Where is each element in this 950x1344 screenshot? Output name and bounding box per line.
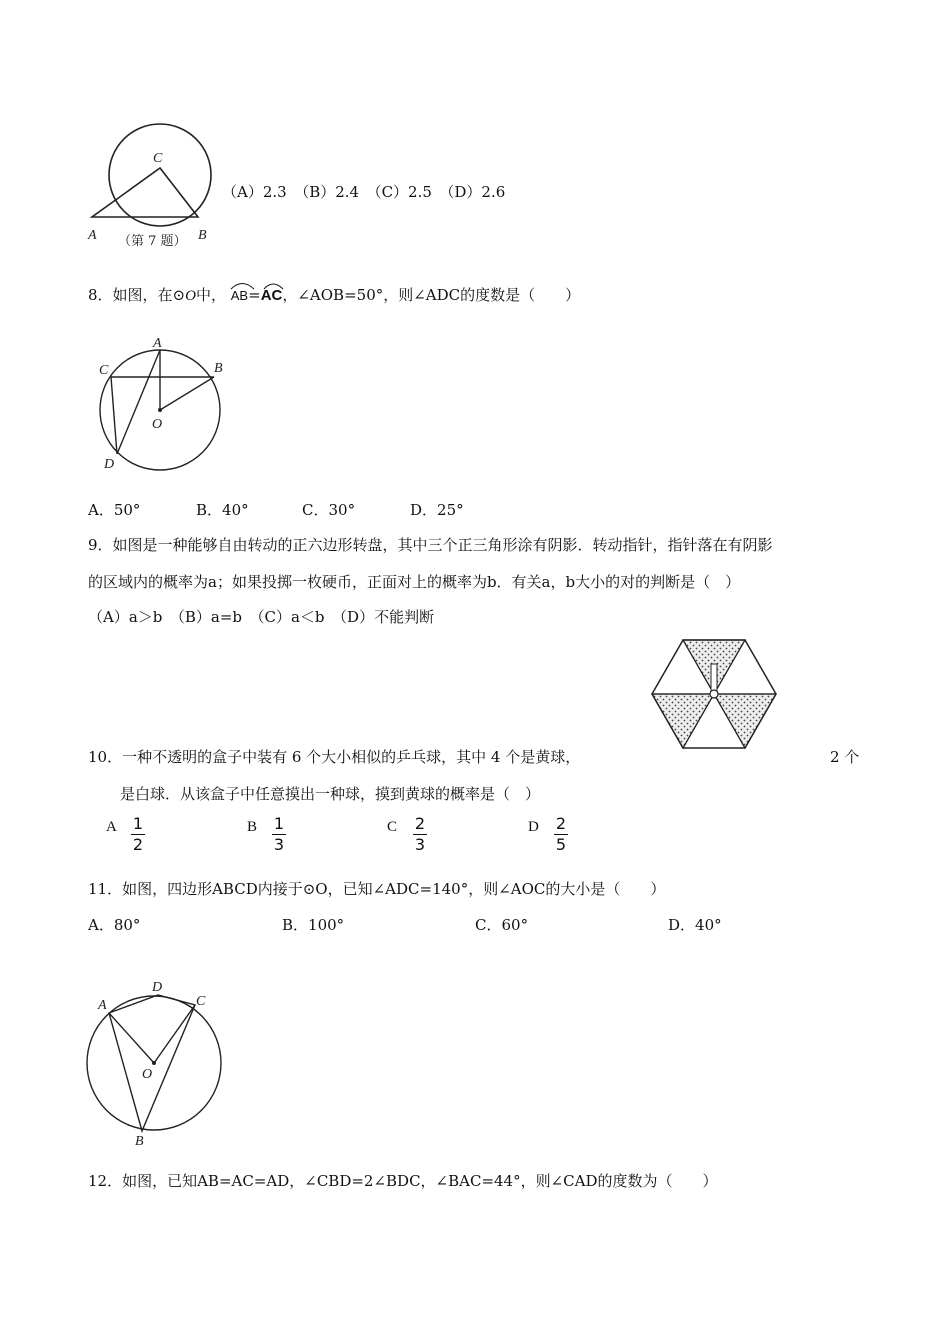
q7-label-b: B (198, 228, 207, 243)
q8-label-c: C (99, 363, 109, 378)
q11-label-a: A (98, 998, 107, 1013)
q11-option-d: D．40° (668, 916, 722, 934)
q10-option-a-fraction: 1 2 (132, 814, 144, 854)
q10-option-c-letter: C (387, 819, 398, 835)
q7-label-c: C (153, 151, 163, 166)
q9-line-2: 的区域内的概率为a；如果投掷一枚硬币，正面对上的概率为b．有关a，b大小的对的判断是（ ） (88, 573, 741, 591)
q8-figure (90, 330, 235, 475)
q11-label-b: B (135, 1134, 144, 1149)
q11-text: 11．如图，四边形ABCD内接于⊙O，已知∠ADC=140°，则∠AOC的大小是（ ） (88, 880, 666, 898)
q8-option-c: C．30° (302, 501, 356, 519)
q10-line-1: 10．一种不透明的盒子中装有 6 个大小相似的乒乓球，其中 4 个是黄球， (88, 748, 581, 766)
q11-label-c: C (196, 994, 206, 1009)
q11-label-o: O (142, 1067, 153, 1082)
q11-figure (80, 975, 230, 1150)
q11-option-a: A．80° (88, 916, 141, 934)
q8-option-d: D．25° (410, 501, 464, 519)
q10-option-d-letter: D (528, 819, 539, 835)
q9-line-1: 9．如图是一种能够自由转动的正六边形转盘，其中三个正三角形涂有阴影．转动指针，指针落在有阴影 (88, 536, 773, 554)
q8-option-b: B．40° (196, 501, 249, 519)
q8-option-a: A．50° (88, 501, 141, 519)
q8-text: 8．如图，在⊙O中， AB= AC，∠AOB=50°，则∠ADC的度数是（ ） (88, 284, 580, 305)
q8-label-b: B (214, 361, 223, 376)
q10-option-b-fraction: 1 3 (273, 814, 285, 854)
q12-text: 12．如图，已知AB=AC=AD，∠CBD=2∠BDC，∠BAC=44°，则∠CAD的度数为（ ） (88, 1172, 718, 1190)
q10-option-c-fraction: 2 3 (414, 814, 426, 854)
q7-caption: （第 7 题） (118, 234, 187, 249)
q10-line-2: 是白球．从该盒子中任意摸出一种球，摸到黄球的概率是（ ） (120, 785, 541, 803)
q7-options: （A）2.3 （B）2.4 （C）2.5 （D）2.6 (222, 183, 506, 201)
q9-hexagon-spinner (650, 638, 778, 750)
q8-arc-ab: AB (231, 288, 248, 303)
q9-options: （A）a＞b （B）a=b （C）a＜b （D）不能判断 (88, 608, 435, 626)
q7-label-a: A (88, 228, 97, 243)
q10-option-a-letter: A (106, 819, 117, 835)
q8-arc-ac: AC (261, 287, 283, 304)
q10-option-b-letter: B (247, 819, 258, 835)
q10-option-d-fraction: 2 5 (555, 814, 567, 854)
q11-label-d: D (152, 980, 163, 995)
q8-label-a: A (153, 336, 162, 351)
q10-line-1-tail: 2 个 (830, 748, 860, 766)
q7-figure (80, 115, 225, 255)
q11-option-b: B．100° (282, 916, 345, 934)
q8-label-o: O (152, 417, 163, 432)
q8-label-d: D (104, 457, 115, 472)
q11-option-c: C．60° (475, 916, 529, 934)
